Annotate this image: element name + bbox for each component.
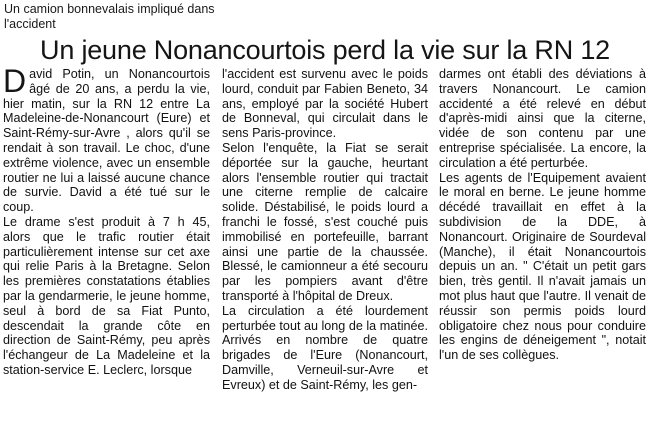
paragraph: Selon l'enquête, la Fiat se serait déportée sur la gauche, heurtant alors l'ensemble routier qui tractait une citerne remplie de calcaire solide. Déstabilisé, le poids lourd a franchi le fossé, s'est couché puis immobilisé en portefeuille, barrant ainsi une partie de la chaussée. Blessé, le camionneur a été secouru par les pompiers avant d'être transporté à l'hôpital de Dreux. xyxy=(222,140,428,303)
article-column-2 xyxy=(222,67,428,393)
drop-cap: D xyxy=(3,63,27,99)
paragraph-text: avid Potin, un Nonancourtois âgé de 20 ans, a perdu la vie, hier matin, sur la RN 12 entre La Madeleine-de-Nonancourt (Eure) et Saint-Rémy-sur-Avre , alors qu'il se rendait à son travail. Le choc, d'une extrême violence, avec un ensemble routier ne lui a laissé aucune chance de survie. David a été tué sur le coup. xyxy=(3,67,210,215)
paragraph: l'accident est survenu avec le poids lourd, conduit par Fabien Beneto, 34 ans, employé par la société Hubert de Bonneval, qui circulait dans le sens Paris-province. xyxy=(222,67,428,141)
paragraph xyxy=(3,63,210,215)
paragraph: La circulation a été lourdement perturbée tout au long de la matinée. Arrivés en nombre de quatre brigades de l'Eure (Nonancourt, Damville, Verneuil-sur-Avre et Evreux) et de Saint-Rémy, les gen- xyxy=(222,303,428,392)
article-column-1 xyxy=(3,63,210,378)
article-column-3 xyxy=(439,67,646,363)
paragraph: Les agents de l'Equipement avaient le moral en berne. Le jeune homme décédé travaillait en effet à la subdivision de la DDE, à Nonancourt. Originaire de Sourdeval (Manche), il était Nonancourtois depuis un an. " C'était un petit gars bien, très gentil. Il n'avait jamais un mot plus haut que l'autre. Il venait de réussir son permis poids lourd obligatoire chez nous pour conduire les engins de déneigement ", notait l'un de ses collègues. xyxy=(439,170,646,363)
paragraph: darmes ont établi des déviations à travers Nonancourt. Le camion accidenté a été relevé en début d'après-midi ainsi que la citerne, vidée de son contenu par une entreprise spécialisée. La encore, la circulation a été perturbée. xyxy=(439,67,646,170)
paragraph: Le drame s'est produit à 7 h 45, alors que le trafic routier était particulièrement intense sur cet axe qui relie Paris à la Bretagne. Selon les premières constatations établies par la gendarmerie, le jeune homme, seul à bord de sa Fiat Punto, descendait la grande côte en direction de Saint-Rémy, peu après l'échangeur de La Madeleine et la station-service E. Leclerc, lorsque xyxy=(3,214,210,377)
article-headline: Un jeune Nonancourtois perd la vie sur la RN 12 xyxy=(40,35,610,65)
article-kicker: Un camion bonnevalais impliqué dans l'accident xyxy=(4,2,215,31)
